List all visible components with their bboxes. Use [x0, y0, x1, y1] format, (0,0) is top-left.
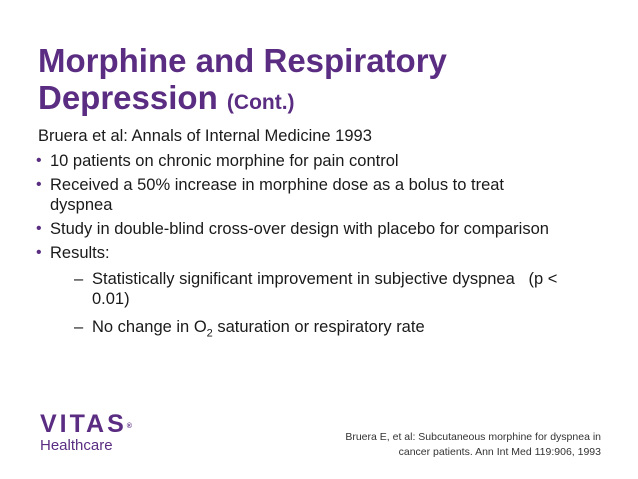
sub-bullet-text-end: saturation or respiratory rate	[212, 318, 425, 336]
citation-line-2: cancer patients. Ann Int Med 119:906, 1993	[398, 446, 601, 458]
bullet-dot-icon: •	[36, 152, 42, 169]
bullet-text: 10 patients on chronic morphine for pain control	[50, 152, 399, 170]
intro-text: Bruera et al: Annals of Internal Medicine 1993	[38, 127, 372, 145]
logo-wordmark	[40, 411, 132, 437]
bullet-dot-icon: •	[36, 220, 42, 237]
dash-icon: –	[74, 318, 84, 336]
bullet-dot-icon: •	[36, 176, 42, 193]
bullet-item	[38, 151, 558, 171]
citation	[301, 430, 601, 460]
dash-icon: –	[74, 270, 84, 288]
title-suffix: (Cont.)	[226, 91, 295, 114]
title-main-text: Depression	[38, 79, 218, 116]
registered-mark: ®	[126, 423, 132, 430]
title-line-2	[38, 79, 618, 121]
subscript-text: 2	[206, 327, 213, 340]
slide-title	[38, 42, 618, 121]
logo-brand: VITAS	[40, 410, 127, 438]
logo-subtitle: Healthcare	[40, 437, 113, 454]
title-line-1: Morphine and Respiratory	[38, 42, 447, 79]
bullet-text: Study in double-blind cross-over design with placebo for comparison	[50, 220, 549, 238]
bullet-text: Results:	[50, 244, 110, 262]
sub-bullet-text	[92, 318, 425, 340]
citation-line-1: Bruera E, et al: Subcutaneous morphine for dyspnea in	[345, 431, 601, 443]
bullet-dot-icon: •	[36, 244, 42, 261]
bullet-text: Received a 50% increase in morphine dose as a bolus to treat dyspnea	[50, 176, 505, 214]
bullet-item	[36, 243, 563, 340]
sub-bullet-text-start: No change in O	[92, 318, 207, 336]
sub-bullet-list	[74, 269, 563, 340]
sub-bullet-text: Statistically significant improvement in subjective dyspnea (p < 0.01)	[92, 270, 563, 308]
bullet-item	[38, 175, 558, 215]
bullet-item	[38, 219, 558, 239]
sub-bullet-item	[74, 317, 558, 340]
bullet-list	[36, 151, 563, 340]
sub-bullet-item	[74, 269, 563, 309]
vitas-logo	[40, 411, 132, 454]
slide-content	[36, 126, 563, 345]
